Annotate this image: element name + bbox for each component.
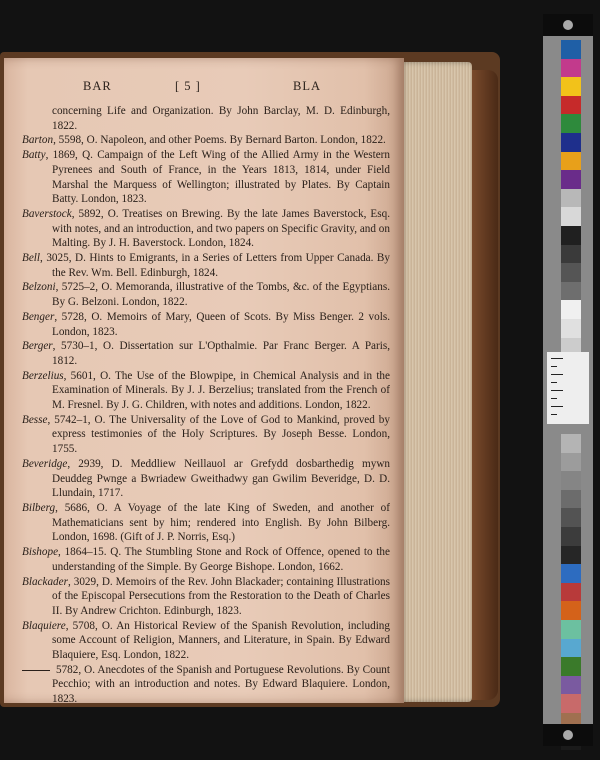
entry-text: , 2939, D. Meddliew Neillauol ar Grefydd dosbarthedig mywn Deuddeg Pwnge a Bwriadew Gweithadwy gan Gwilim Beveridge, D. D. Llundain, 1717. [52,457,390,500]
color-patch [561,263,581,282]
running-head-left: BAR [83,79,112,93]
entry-headword: Benger [22,310,55,323]
color-calibration-chart [543,14,593,746]
entry-headword: Berger [22,340,53,353]
entry-text: , 5730–1, O. Dissertation sur L'Opthalmie. Par Franc Berger. A Paris, 1812. [52,340,390,367]
catalogue-entry [22,207,390,251]
chart-top-bar [543,14,593,36]
color-patch [561,657,581,676]
entry-text: , 5728, O. Memoirs of Mary, Queen of Scots. By Miss Benger. 2 vols. London, 1823. [52,310,390,338]
ruler-tick [551,414,557,415]
color-patch [561,152,581,171]
ditto-dash [22,670,50,671]
color-patch [561,59,581,78]
catalogue-entry [22,545,390,574]
color-patch [561,226,581,245]
catalogue-entry [22,369,390,413]
entry-text: , 5708, O. An Historical Review of the Spanish Revolution, including some Account of Religion, Manners, and Literature, in Spain. By Edward Blaquiere, Esq. London, 1822. [52,619,390,662]
catalogue-entry [22,148,390,207]
color-patch [561,546,581,565]
entry-headword: Bishope [22,546,59,559]
color-patch [561,170,581,189]
color-patch [561,96,581,115]
catalogue-entry [22,339,390,368]
color-patch [561,694,581,713]
entry-text: , 1869, Q. Campaign of the Left Wing of the Allied Army in the Western Pyrenees and South of France, in the Years 1813, 1814, under Field Marshal the Marquess of Wellington; illustrated by Plates. By Captain Batty. London, 1823. [45,149,390,206]
entry-headword: Berzelius [22,369,64,382]
color-patch [561,282,581,301]
catalogue-entry [22,663,390,707]
color-patch [561,490,581,509]
entry-text: concerning Life and Organization. By John Barclay, M. D. Edinburgh, 1822. [52,105,390,132]
color-patch [561,583,581,602]
entry-text: , 3025, D. Hints to Emigrants, in a Series of Letters from Upper Canada. By the Rev. Wm. Bell. Edinburgh, 1824. [40,252,390,279]
color-patch [561,300,581,319]
chart-hole [563,20,573,30]
book-spine-edge [472,70,498,700]
color-patch [561,319,581,338]
entry-headword: Besse [22,413,48,426]
entry-headword: Beveridge [22,457,68,470]
color-patch [561,676,581,695]
color-patch [561,434,581,453]
catalogue-entry [22,133,390,148]
catalogue-entry [22,575,390,619]
chart-hole [563,730,573,740]
catalogue-entry [22,251,390,280]
color-patch [561,620,581,639]
entry-headword: Bell [22,252,41,265]
catalogue-entry [22,280,390,309]
page-edges [400,62,472,702]
entry-text: , 5686, O. A Voyage of the late King of Sweden, and another of Mathematicians sent by him; rendered into English. By John Bilberg. London, 1698. (Gift of J. P. Norris, Esq.) [52,501,390,544]
ruler-tick [551,374,563,375]
catalogue-entry [22,501,390,545]
entry-headword: Blaquiere [22,619,66,632]
color-patch [561,40,581,59]
color-patch [561,639,581,658]
color-patch [561,207,581,226]
color-patch [561,133,581,152]
chart-bottom-bar [543,724,593,746]
color-patch [561,527,581,546]
entry-text: , 5725–2, O. Memoranda, illustrative of the Tombs, &c. of the Egyptians. By G. Belzoni. London, 1822. [52,281,390,309]
ruler-tick [551,398,557,399]
color-patch [561,189,581,208]
page-number: [ 5 ] [175,79,201,93]
entry-text: , 1864–15. Q. The Stumbling Stone and Rock of Offence, opened to the understanding of the Simple. By George Bishope. London, 1662. [52,546,390,573]
catalogue-entry [22,413,390,457]
entry-headword: Belzoni [22,281,56,294]
ruler-tick [551,390,563,391]
color-patch [561,453,581,472]
entry-headword: Batty [22,149,46,162]
running-head-right: BLA [293,79,321,93]
color-patch [561,471,581,490]
ruler-tick [551,358,563,359]
entry-text: 5782, O. Anecdotes of the Spanish and Portuguese Revolutions. By Count Pecchio; with an introduction and notes. By Edward Blaquiere. London, 1823. [52,663,390,706]
entry-text: , 3029, D. Memoirs of the Rev. John Blackader; containing Illustrations of the Episcopal Persecutions from the Restoration to the Death of Charles II. By Andrew Crichton. Edinburgh, 1823. [52,575,390,617]
entry-text: , 5742–1, O. The Universality of the Love of God to Mankind, proved by express testimonies of the Holy Scriptures. By Joseph Besse. London, 1755. [47,413,390,456]
color-patch [561,564,581,583]
entry-headword: Barton [22,134,54,147]
entry-headword: Bilberg [22,501,56,514]
catalogue-entry [22,457,390,501]
color-patch [561,114,581,133]
ruler-tick [551,406,563,407]
catalogue-entry [22,310,390,339]
entry-text: , 5601, O. The Use of the Blowpipe, in Chemical Analysis and in the Examination of Minerals. By J. J. Berzelius; translated from the French of M. Fresnel. By J. G. Children, with notes and additions. London, 1822. [52,369,390,412]
ruler-tick [551,382,557,383]
color-patch [561,601,581,620]
scale-ruler [547,352,589,424]
entry-headword: Baverstock [22,207,72,220]
catalogue-entry [22,104,390,133]
color-patch [561,508,581,527]
entry-text: , 5598, O. Napoleon, and other Poems. By Bernard Barton. London, 1822. [53,134,386,147]
entry-headword: Blackader [22,575,68,588]
entry-text: , 5892, O. Treatises on Brewing. By the late James Baverstock, Esq. with notes, and an introduction, and two papers on Specific Gravity, and on Malting. By J. H. Baverstock. London, 1824. [52,207,390,250]
color-patch [561,77,581,96]
catalogue-entry [22,619,390,663]
ruler-tick [551,366,557,367]
catalogue-entries [22,104,390,707]
color-patch [561,245,581,264]
